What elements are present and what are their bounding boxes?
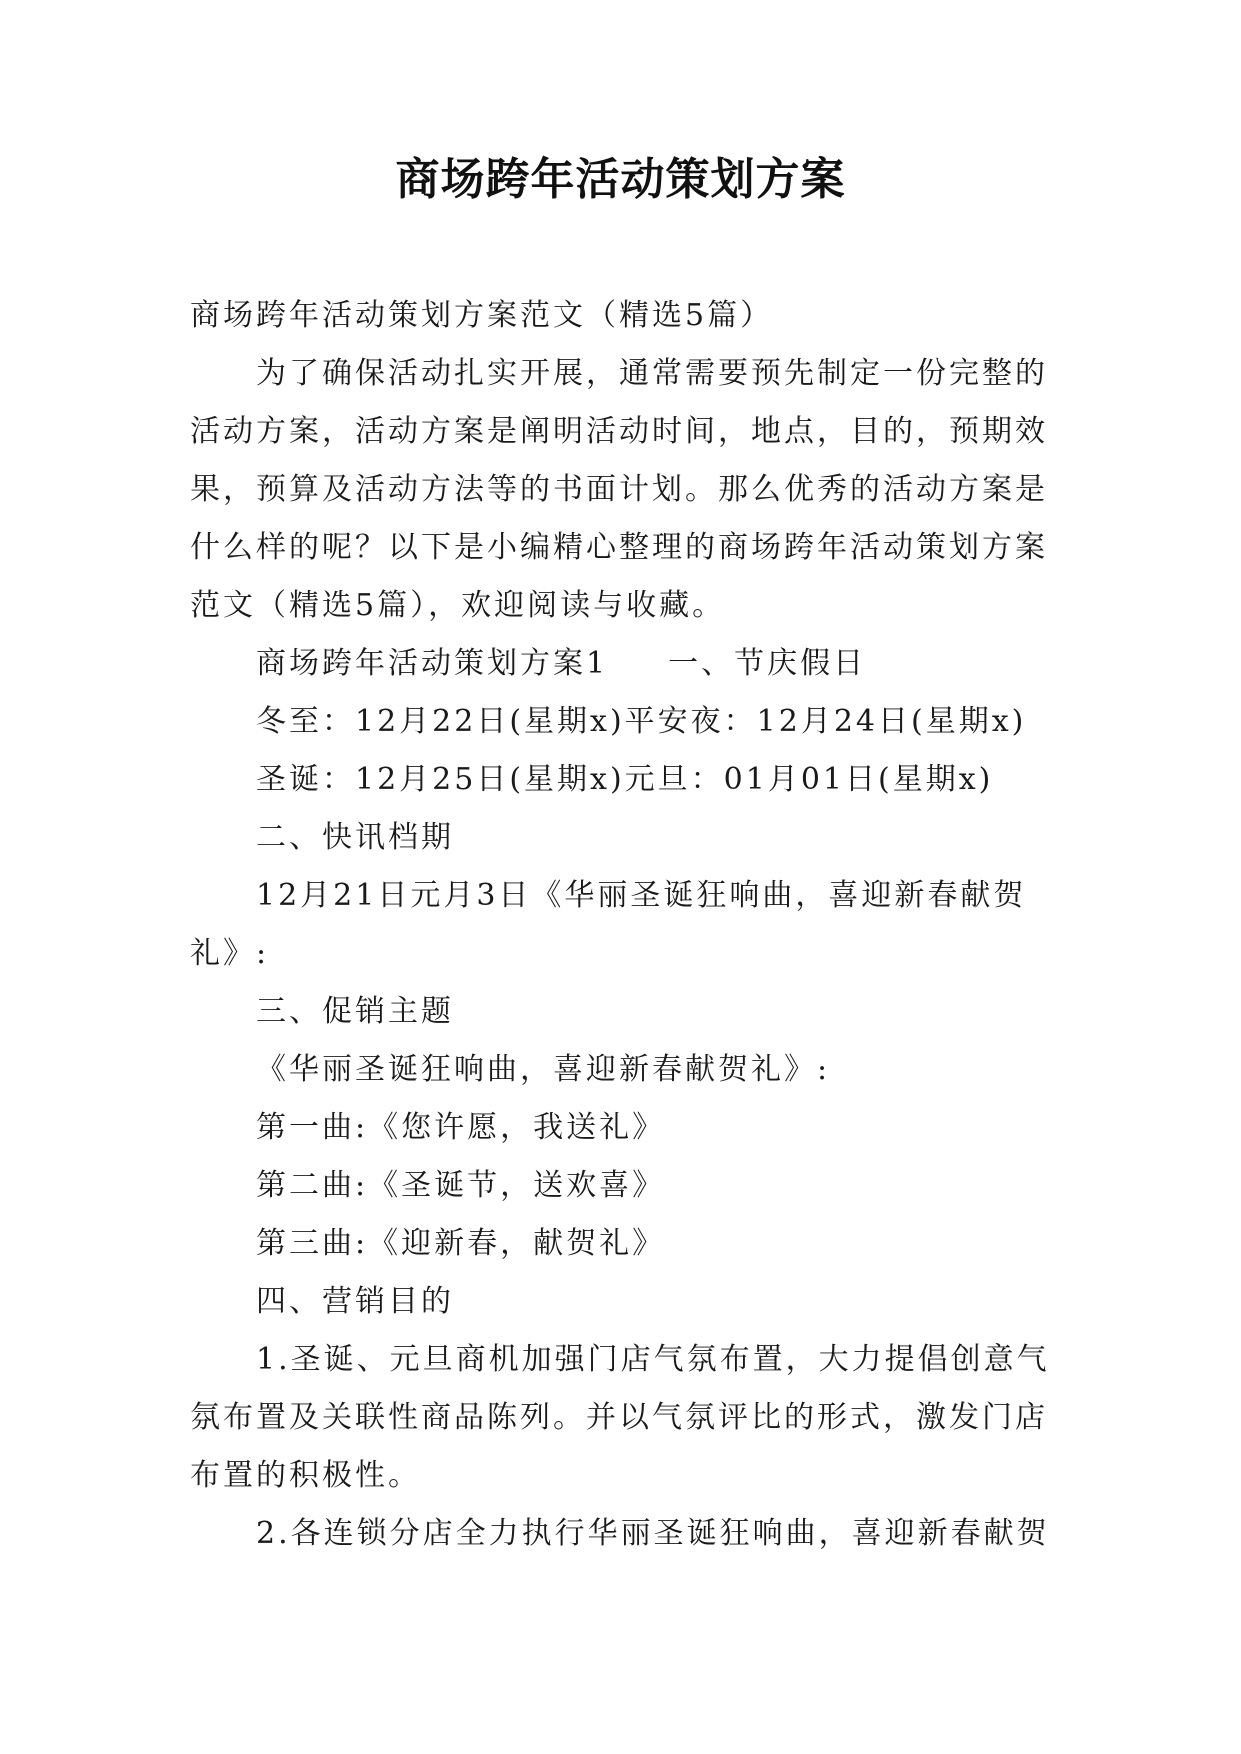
goal-2: 2.各连锁分店全力执行华丽圣诞狂响曲，喜迎新春献贺 xyxy=(256,1516,1050,1551)
document-body xyxy=(190,287,1070,1563)
holidays-line-1: 冬至：12月22日(星期x)平安夜：12月24日(星期x) xyxy=(256,704,1027,739)
subtitle: 商场跨年活动策划方案范文（精选5篇） xyxy=(190,298,774,333)
heading-schedule: 二、快讯档期 xyxy=(256,820,454,855)
heading-theme: 三、促销主题 xyxy=(256,994,454,1029)
theme-part-1: 第一曲:《您许愿，我送礼》 xyxy=(256,1110,666,1145)
document-title: 商场跨年活动策划方案 xyxy=(395,154,846,205)
theme-part-3: 第三曲:《迎新春，献贺礼》 xyxy=(256,1226,666,1261)
heading-goals: 四、营销目的 xyxy=(256,1284,454,1319)
theme-part-2: 第二曲:《圣诞节，送欢喜》 xyxy=(256,1168,666,1203)
holidays-line-2: 圣诞：12月25日(星期x)元旦：01月01日(星期x) xyxy=(256,762,994,797)
goal-1: 1.圣诞、元旦商机加强门店气氛布置，大力提倡创意气氛布置及关联性商品陈列。并以气氛评比的形式，激发门店布置的积极性。 xyxy=(190,1342,1050,1493)
section-heading-line xyxy=(190,635,1070,693)
schedule-text: 12月21日元月3日《华丽圣诞狂响曲，喜迎新春献贺礼》: xyxy=(190,878,1027,971)
section-title: 商场跨年活动策划方案1 xyxy=(256,646,609,681)
theme-main: 《华丽圣诞狂响曲，喜迎新春献贺礼》: xyxy=(256,1052,831,1087)
heading-holidays: 一、节庆假日 xyxy=(668,646,867,681)
intro-paragraph: 为了确保活动扎实开展，通常需要预先制定一份完整的活动方案，活动方案是阐明活动时间，地点，目的，预期效果，预算及活动方法等的书面计划。那么优秀的活动方案是什么样的呢？以下是小编精心整理的商场跨年活动策划方案范文（精选5篇），欢迎阅读与收藏。 xyxy=(190,356,1048,623)
